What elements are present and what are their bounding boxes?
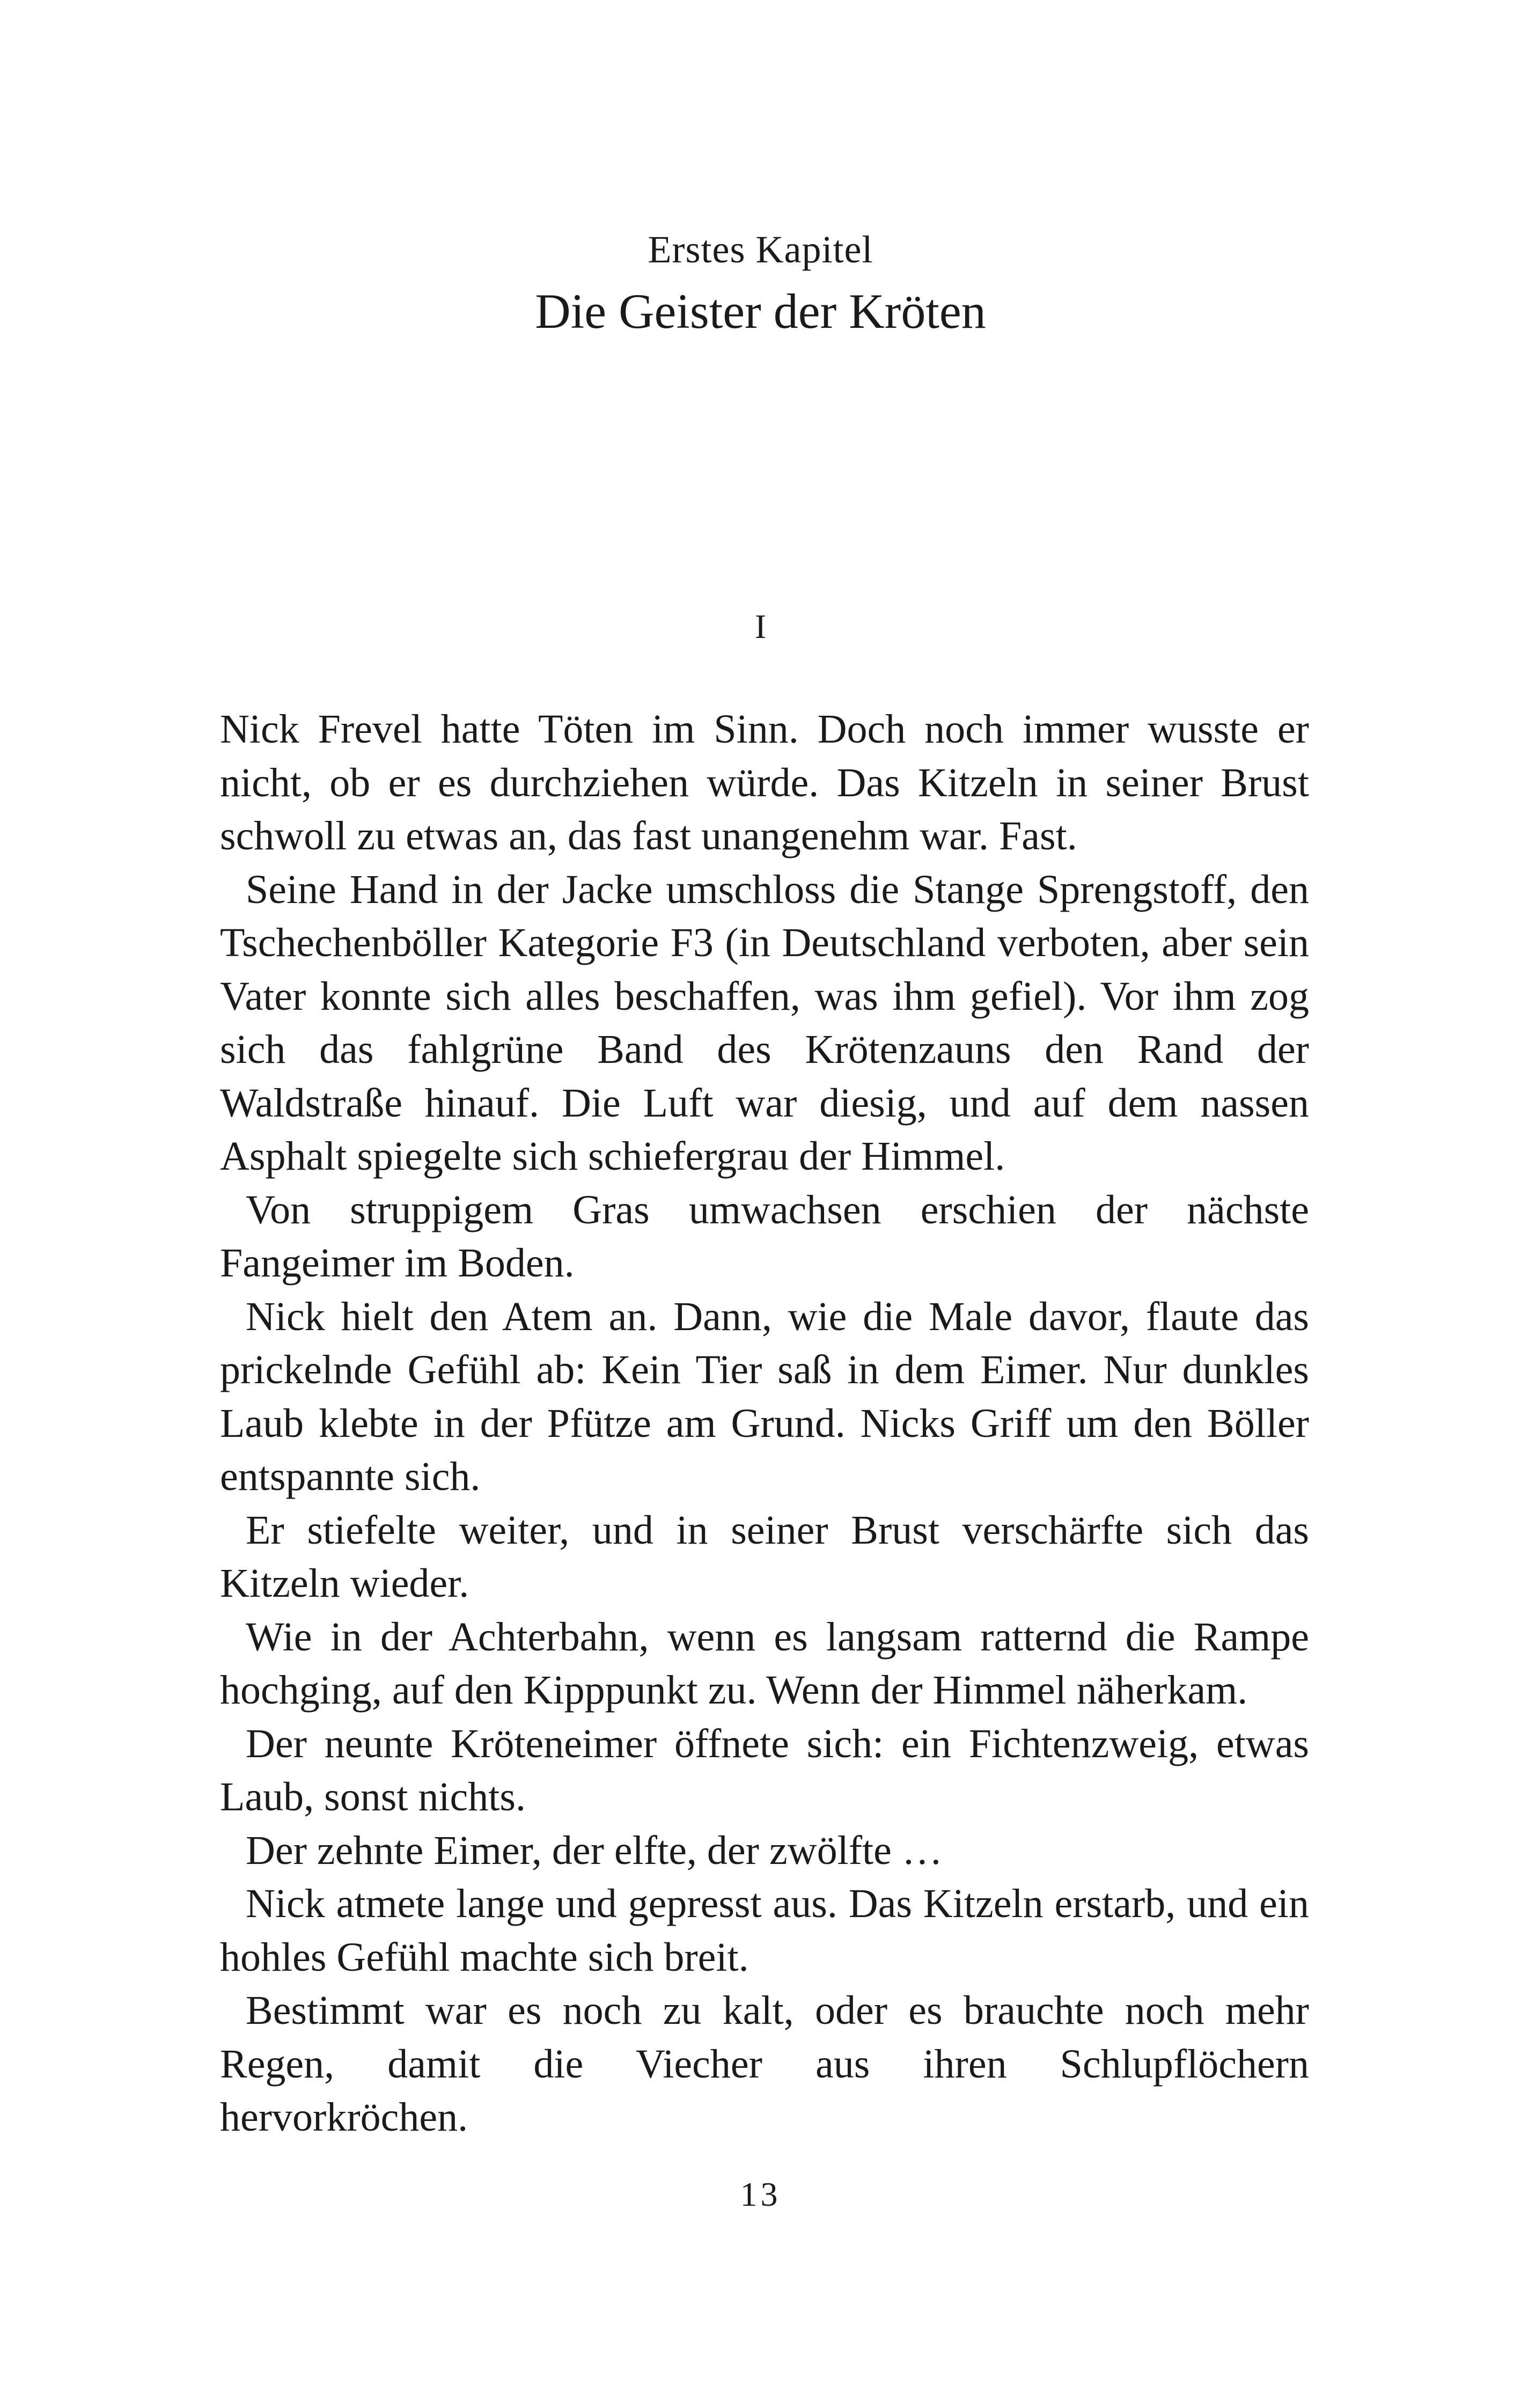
paragraph: Der neunte Kröteneimer öffnete sich: ein Fichtenzweig, etwas Laub, sonst nichts.: [220, 1721, 1309, 1819]
paragraph: Nick hielt den Atem an. Dann, wie die Male davor, flaute das prickelnde Gefühl ab: Kein Tier saß in dem Eimer. Nur dunkles Laub klebte in der Pfütze am Grund. Nicks Griff um den Böller entspannte sich.: [220, 1294, 1309, 1499]
paragraph: Von struppigem Gras umwachsen erschien der nächste Fangeimer im Boden.: [220, 1187, 1309, 1286]
paragraph: Bestimmt war es noch zu kalt, oder es brauchte noch mehr Regen, damit die Viecher aus ihren Schlupflöchern hervorkröchen.: [220, 1988, 1309, 2140]
paragraph: Nick atmete lange und gepresst aus. Das Kitzeln erstarb, und ein hohles Gefühl machte sich breit.: [220, 1881, 1309, 1980]
page-number: 13: [740, 2175, 781, 2213]
paragraph: Er stiefelte weiter, und in seiner Brust verschärfte sich das Kitzeln wieder.: [220, 1507, 1309, 1606]
paragraph: Seine Hand in der Jacke umschloss die Stange Sprengstoff, den Tschechenböller Kategorie F3 (in Deutschland verboten, aber sein Vater konnte sich alles beschaffen, was ihm gefiel). Vor ihm zog sich das fahlgrüne Band des Krötenzauns den Rand der Waldstraße hinauf. Die Luft war diesig, und auf dem nassen Asphalt spiegelte sich schiefergrau der Himmel.: [220, 867, 1309, 1179]
body-text: [220, 703, 1309, 2145]
paragraph: Der zehnte Eimer, der elfte, der zwölfte …: [246, 1827, 943, 1873]
paragraph: Nick Frevel hatte Töten im Sinn. Doch noch immer wusste er nicht, ob er es durchziehen würde. Das Kitzeln in seiner Brust schwoll zu etwas an, das fast unangenehm war. Fast.: [220, 707, 1309, 858]
section-number: I: [754, 607, 767, 645]
chapter-label: Erstes Kapitel: [648, 228, 873, 271]
chapter-title: Die Geister der Kröten: [535, 284, 986, 339]
paragraph: Wie in der Achterbahn, wenn es langsam ratternd die Rampe hochging, auf den Kipppunkt zu. Wenn der Himmel näherkam.: [220, 1614, 1309, 1713]
